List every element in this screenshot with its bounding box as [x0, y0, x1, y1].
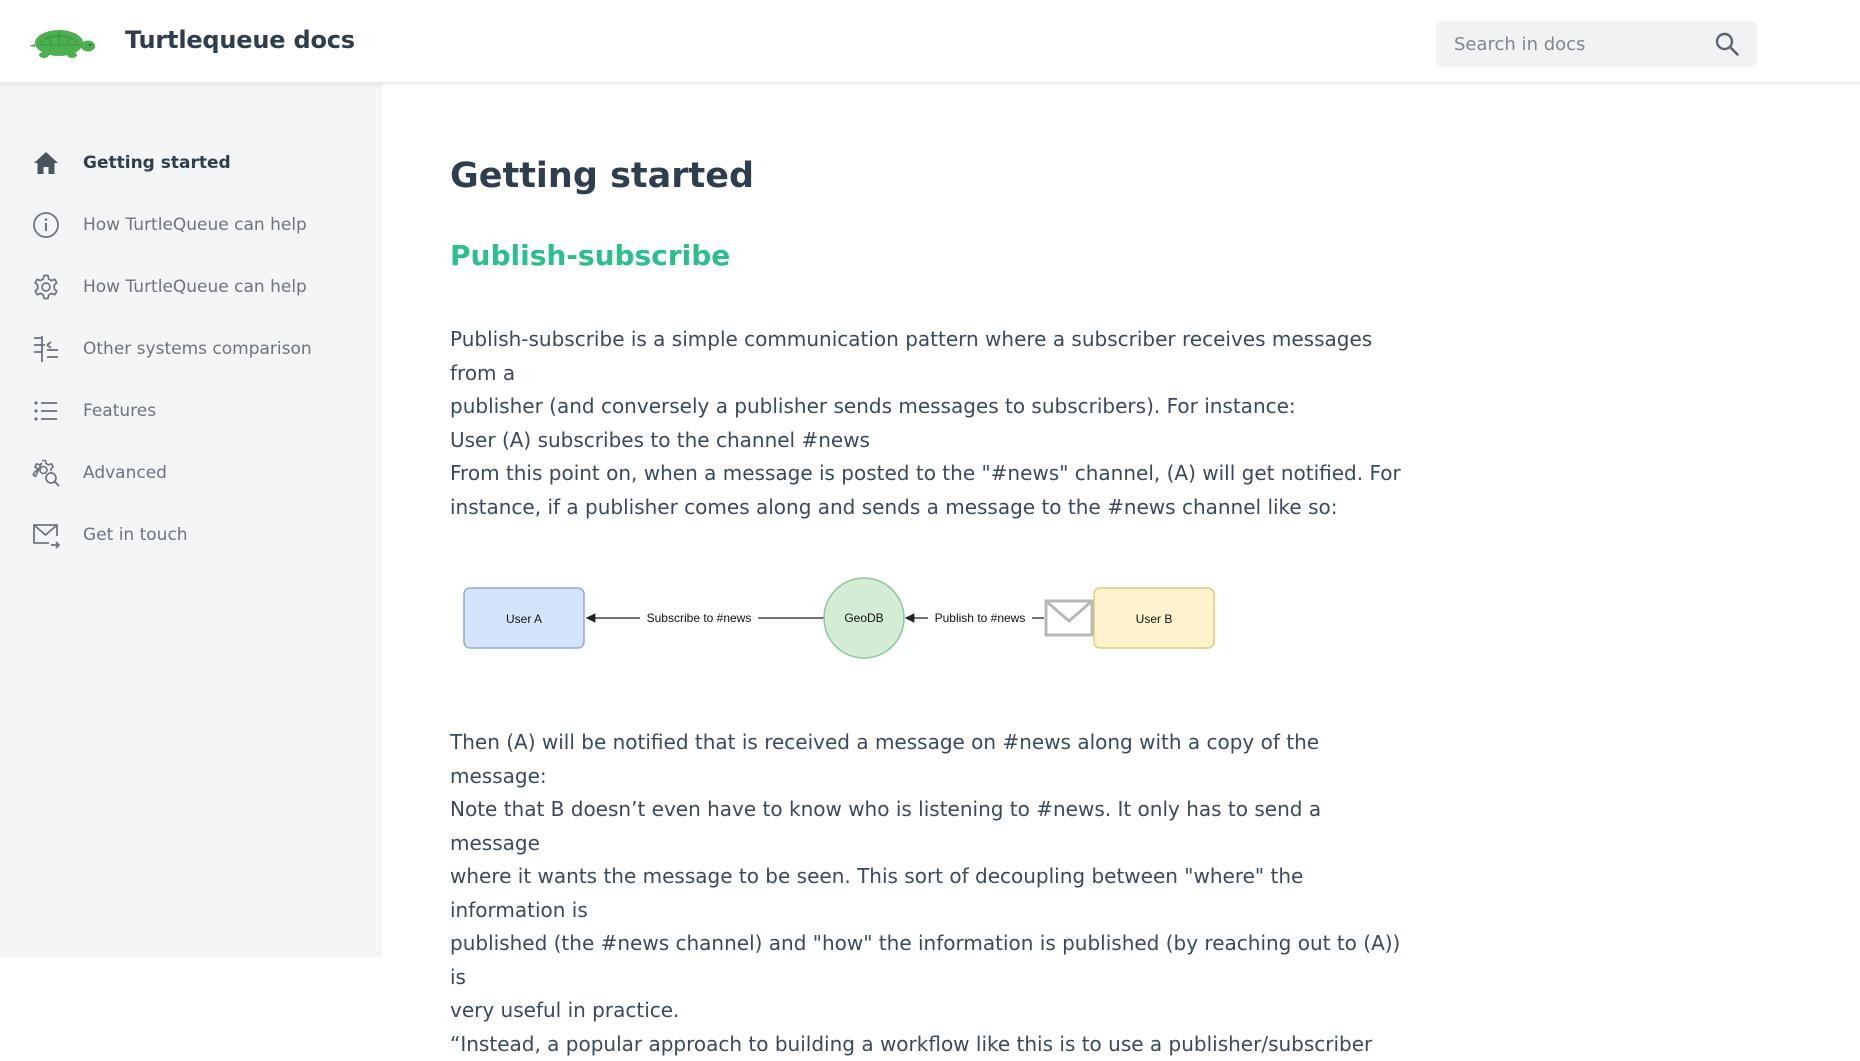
text-line: instance, if a publisher comes along and sends a message to the #news channel like so: — [450, 491, 1410, 525]
section-title: Publish-subscribe — [450, 239, 730, 272]
sidebar — [0, 83, 382, 957]
page-title: Getting started — [450, 156, 754, 196]
text-line: Then (A) will be notified that is received a message on #news along with a copy of the message: — [450, 726, 1410, 793]
text-line: published (the #news channel) and "how" the information is published (by reaching out to (A)) is — [450, 927, 1410, 994]
sidebar-item-label: Advanced — [83, 463, 167, 483]
gear-search-icon — [31, 458, 61, 488]
turtle-logo-icon[interactable] — [26, 24, 96, 60]
pubsub-diagram — [450, 573, 1230, 673]
sidebar-item-label: Getting started — [83, 153, 231, 173]
sidebar-item-get-in-touch[interactable] — [0, 511, 382, 559]
paragraph-notification — [450, 457, 1410, 524]
sidebar-item-getting-started[interactable] — [0, 139, 382, 187]
paragraph-received — [450, 726, 1410, 793]
envelope-icon — [1046, 601, 1092, 635]
search-box[interactable] — [1436, 21, 1757, 67]
text-line: publisher (and conversely a publisher sends messages to subscribers). For instance: — [450, 390, 1410, 424]
sidebar-item-label: Get in touch — [83, 525, 188, 545]
gear-icon — [31, 272, 61, 302]
sidebar-item-how-turtlequeue-can-help[interactable] — [0, 201, 382, 249]
list-icon — [31, 396, 61, 426]
publish-arrow-label: Publish to #news — [935, 611, 1026, 625]
text-line: Publish-subscribe is a simple communication pattern where a subscriber receives messages from a — [450, 323, 1410, 390]
sidebar-item-label: Features — [83, 401, 156, 421]
sidebar-item-label: How TurtleQueue can help — [83, 215, 307, 235]
text-line: “Instead, a popular approach to building a workflow like this is to use a publisher/subscriber — [450, 1028, 1410, 1061]
sidebar-item-other-systems-comparison[interactable] — [0, 325, 382, 373]
subscribe-arrow-label: Subscribe to #news — [647, 611, 752, 625]
text-line: User (A) subscribes to the channel #news — [450, 424, 1410, 458]
app-title[interactable]: Turtlequeue docs — [125, 26, 355, 54]
geodb-label: GeoDB — [844, 611, 883, 625]
text-line: From this point on, when a message is posted to the "#news" channel, (A) will get notified. For — [450, 457, 1410, 491]
paragraph-decoupling — [450, 793, 1410, 1061]
text-line: where it wants the message to be seen. This sort of decoupling between "where" the information is — [450, 860, 1410, 927]
sidebar-item-how-turtlequeue-can-help-2[interactable] — [0, 263, 382, 311]
user-b-label: User B — [1136, 612, 1173, 626]
search-input[interactable] — [1454, 21, 1704, 67]
text-line: very useful in practice. — [450, 994, 1410, 1028]
top-header — [0, 0, 1860, 83]
sidebar-item-label: Other systems comparison — [83, 339, 312, 359]
paragraph-intro — [450, 323, 1410, 457]
text-line: Note that B doesn’t even have to know who is listening to #news. It only has to send a message — [450, 793, 1410, 860]
user-a-label: User A — [506, 612, 542, 626]
sidebar-item-advanced[interactable] — [0, 449, 382, 497]
compare-icon — [31, 334, 61, 364]
sidebar-item-features[interactable] — [0, 387, 382, 435]
home-icon — [31, 148, 61, 178]
sidebar-item-label: How TurtleQueue can help — [83, 277, 307, 297]
info-icon — [31, 210, 61, 240]
mail-icon — [31, 520, 61, 550]
search-icon[interactable] — [1714, 31, 1740, 57]
